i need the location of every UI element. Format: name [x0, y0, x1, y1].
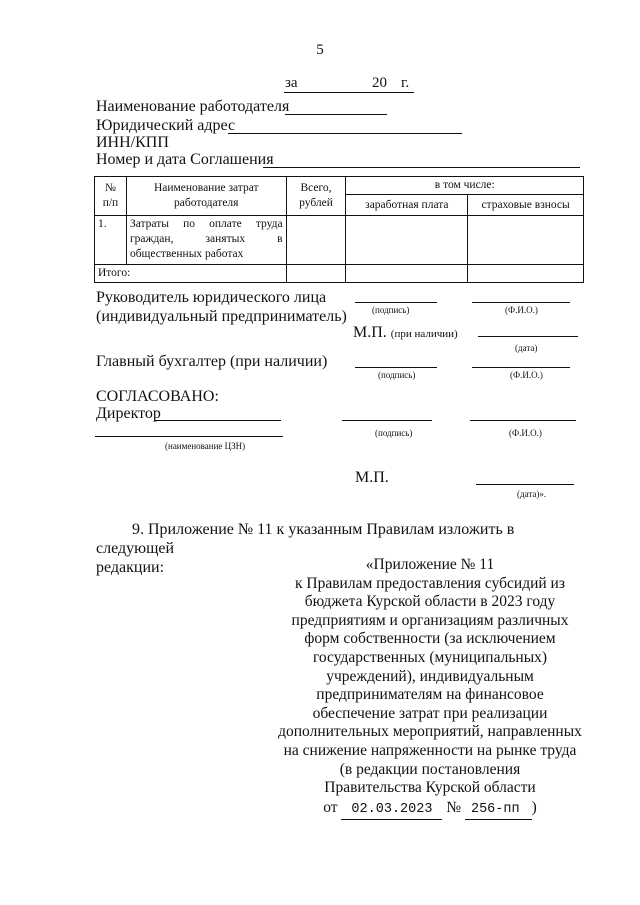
- row-salary-cell[interactable]: [346, 216, 468, 265]
- agreed-date-line[interactable]: [476, 484, 574, 485]
- total-salary-cell[interactable]: [346, 265, 468, 283]
- head-date-caption: (дата): [515, 343, 538, 353]
- agreement-line[interactable]: [263, 167, 580, 168]
- head-date-line[interactable]: [478, 336, 578, 337]
- agreed-heading: СОГЛАСОВАНО:: [96, 388, 219, 405]
- accountant-fio-caption: (Ф.И.О.): [510, 370, 543, 380]
- total-insurance-cell[interactable]: [468, 265, 584, 283]
- header-insurance: страховые взносы: [468, 195, 584, 216]
- employer-name-line[interactable]: [285, 114, 387, 115]
- accountant-label: Главный бухгалтер (при наличии): [96, 353, 328, 370]
- period-prefix: за: [285, 75, 298, 91]
- director-fio-caption: (Ф.И.О.): [509, 428, 542, 438]
- legal-address-line[interactable]: [228, 133, 462, 134]
- page-number: 5: [316, 42, 324, 58]
- header-total: Всего, рублей: [286, 177, 346, 216]
- appendix-number: 256-пп: [465, 801, 532, 821]
- header-salary: заработная плата: [346, 195, 468, 216]
- director-signature-line[interactable]: [342, 420, 432, 421]
- head-fio-line[interactable]: [472, 302, 570, 303]
- row-num: 1.: [95, 216, 127, 265]
- czn-name-line[interactable]: [95, 436, 283, 437]
- head-label-line1: Руководитель юридического лица: [96, 289, 327, 306]
- appendix-header: «Приложение № 11 к Правилам предоставления субсидий из бюджета Курской области в 2023 году предприятиям и организациям различных форм собственности (за исключением государственных (муниципальных) учреждений), индивидуальным предпринимателям на финансовое обеспечение затрат при реализации дополнительных мероприятий, направленных на снижение напряженности на рынке труда (в редакции постановления Правительства Курской области от 02.03.2023 № 256-пп ): [276, 556, 584, 820]
- row-total-cell[interactable]: [286, 216, 346, 265]
- costs-table: [94, 176, 584, 283]
- head-fio-caption: (Ф.И.О.): [505, 305, 538, 315]
- row-name: Затраты по оплате труда граждан, занятых в общественных работах: [126, 216, 286, 265]
- accountant-signature-caption: (подпись): [378, 370, 416, 380]
- director-label: Директор: [96, 405, 161, 422]
- total-cell[interactable]: [286, 265, 346, 283]
- appendix-date: 02.03.2023: [341, 801, 442, 821]
- total-label: Итого:: [95, 265, 287, 283]
- table-row: [95, 216, 584, 265]
- legal-address-label: Юридический адрес: [96, 117, 236, 134]
- period-suffix: г.: [401, 75, 410, 91]
- employer-name-label: Наименование работодателя: [96, 98, 290, 115]
- paragraph-9: 9. Приложение № 11 к указанным Правилам изложить в следующей редакции:: [96, 521, 515, 576]
- accountant-signature-line[interactable]: [355, 367, 437, 368]
- mp-stamp-place: М.П. (при наличии): [353, 324, 458, 341]
- head-signature-caption: (подпись): [372, 305, 410, 315]
- appendix-date-line: от 02.03.2023 № 256-пп ): [276, 799, 584, 821]
- row-insurance-cell[interactable]: [468, 216, 584, 265]
- director-signature-caption: (подпись): [375, 428, 413, 438]
- director-fio-line[interactable]: [470, 420, 576, 421]
- inn-kpp-label: ИНН/КПП: [96, 134, 169, 151]
- czn-caption: (наименование ЦЗН): [165, 441, 246, 451]
- period-underline: [284, 92, 414, 93]
- agreement-label: Номер и дата Соглашения: [96, 151, 274, 168]
- agreed-date-caption: (дата)».: [517, 489, 547, 499]
- header-name: Наименование затрат работодателя: [126, 177, 286, 216]
- header-including: в том числе:: [346, 177, 584, 195]
- header-num: № п/п: [95, 177, 127, 216]
- head-signature-line[interactable]: [355, 302, 437, 303]
- accountant-fio-line[interactable]: [472, 367, 570, 368]
- mp-stamp-place-2: М.П.: [355, 469, 389, 486]
- director-name-line[interactable]: [155, 420, 281, 421]
- head-label-line2: (индивидуальный предприниматель): [96, 308, 347, 325]
- total-row: [95, 265, 584, 283]
- period-year-prefix: 20: [372, 75, 387, 91]
